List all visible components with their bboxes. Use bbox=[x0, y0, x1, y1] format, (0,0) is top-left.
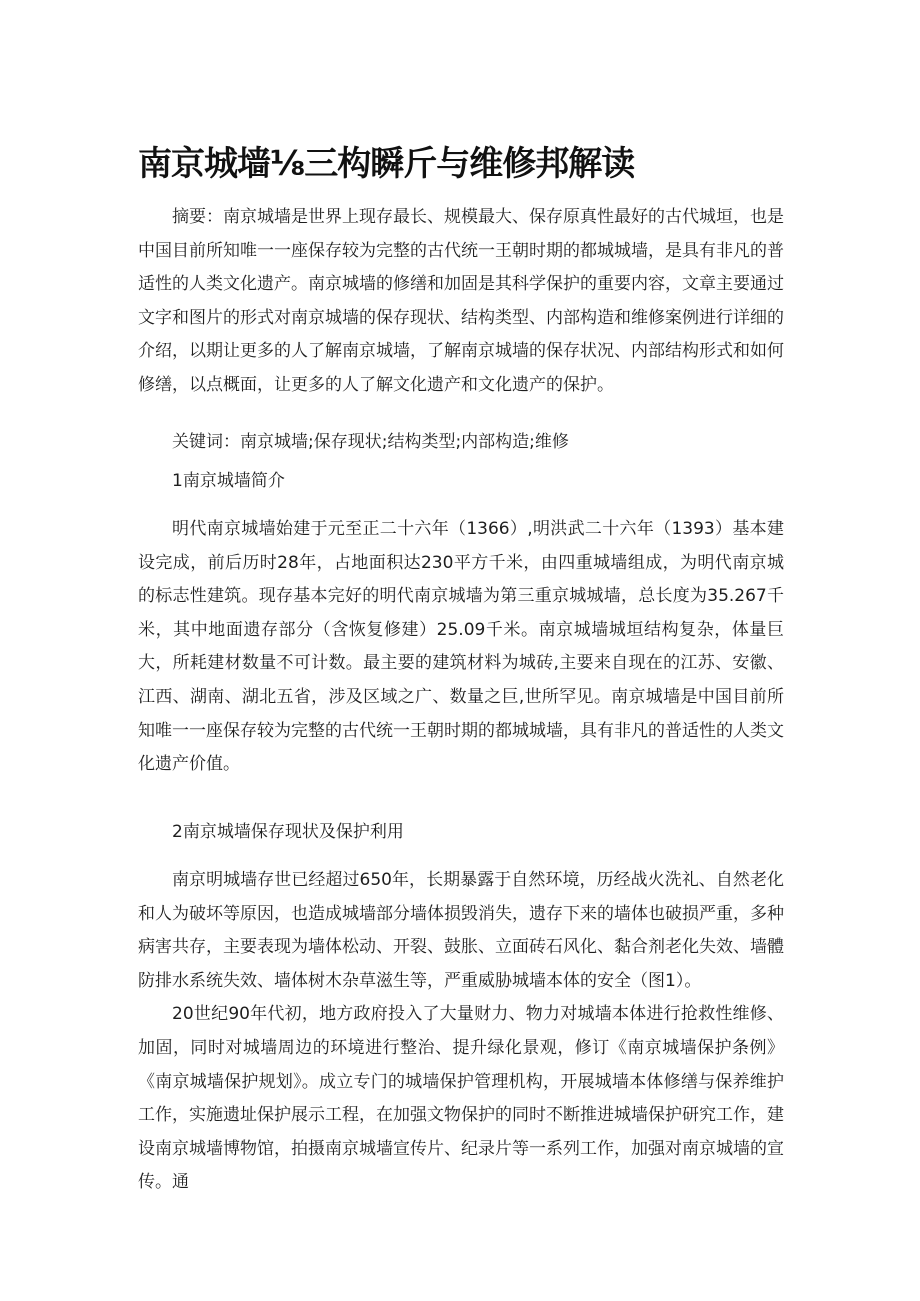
section-2-body bbox=[138, 864, 784, 1200]
document-title: 南京城墙⅛三构瞬斤与维修邦解读 bbox=[138, 144, 635, 184]
section-1-body bbox=[138, 513, 784, 782]
section-2-heading: 2南京城墙保存现状及保护利用 bbox=[172, 822, 404, 842]
section-1-paragraph: 明代南京城墙始建于元至正二十六年（1366）,明洪武二十六年（1393）基本建设完成，前后历时28年，占地面积达230平方千米，由四重城墙组成，为明代南京城的标志性建筑。现存基本完好的明代南京城墙为第三重京城城墙，总长度为35.267千米，其中地面遗存部分（含恢复修建）25.09千米。南京城墙城垣结构复杂，体量巨大，所耗建材数量不可计数。最主要的建筑材料为城砖,主要来自现在的江苏、安徽、江西、湖南、湖北五省，涉及区域之广、数量之巨,世所罕见。南京城墙是中国目前所知唯一一座保存较为完整的古代统一王朝时期的都城城墙，具有非凡的普适性的人类文化遗产价值。 bbox=[138, 519, 784, 775]
abstract-block bbox=[138, 201, 784, 403]
section-2-paragraph-1: 南京明城墙存世已经超过650年，长期暴露于自然环境，历经战火洗礼、自然老化和人为破坏等原因，也造成城墙部分墙体损毁消失，遗存下来的墙体也破损严重，多种病害共存，主要表现为墙体松动、开裂、鼓胀、立面砖石风化、黏合剂老化失效、墙體防排水系统失效、墙体树木杂草滋生等，严重威胁城墙本体的安全（图1）。 bbox=[138, 870, 784, 991]
abstract-paragraph: 摘要：南京城墙是世界上现存最长、规模最大、保存原真性最好的古代城垣，也是中国目前所知唯一一座保存较为完整的古代统一王朝时期的都城城墙，是具有非凡的普适性的人类文化遗产。南京城墙的修缮和加固是其科学保护的重要内容，文章主要通过文字和图片的形式对南京城墙的保存现状、结构类型、内部构造和维修案例进行详细的介绍，以期让更多的人了解南京城墙，了解南京城墙的保存状况、内部结构形式和如何修缮，以点概面，让更多的人了解文化遗产和文化遗产的保护。 bbox=[138, 207, 784, 395]
section-2-paragraph-2: 20世纪90年代初，地方政府投入了大量财力、物力对城墙本体进行抢救性维修、加固，同时对城墙周边的环境进行整治、提升绿化景观，修订《南京城墙保护条例》《南京城墙保护规划》。成立专门的城墙保护管理机构，开展城墙本体修缮与保养维护工作，实施遗址保护展示工程，在加强文物保护的同时不断推进城墙保护研究工作，建设南京城墙博物馆，拍摄南京城墙宣传片、纪录片等一系列工作，加强对南京城墙的宣传。通 bbox=[138, 1004, 784, 1193]
keywords-line: 关键词：南京城墙;保存现状;结构类型;内部构造;维修 bbox=[172, 432, 569, 452]
section-1-heading: 1南京城墙简介 bbox=[172, 471, 285, 491]
